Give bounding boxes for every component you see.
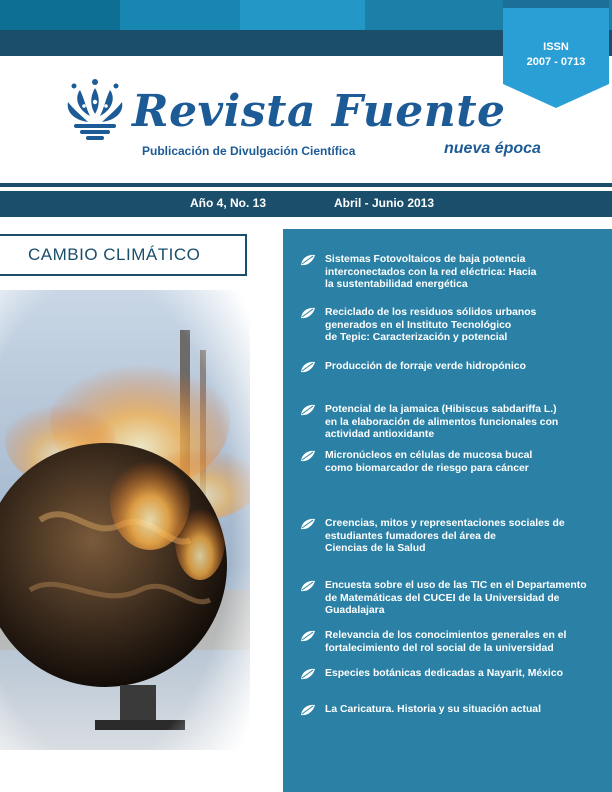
leaf-bullet-icon <box>300 403 316 417</box>
issn-number: 2007 - 0713 <box>526 56 586 68</box>
article-title: Relevancia de los conocimientos generales en el fortalecimiento del rol social de la universidad <box>325 630 567 654</box>
leaf-bullet-icon <box>300 360 316 374</box>
leaf-bullet-icon <box>300 306 316 320</box>
leaf-bullet-icon <box>300 667 316 681</box>
leaf-bullet-icon <box>300 703 316 717</box>
leaf-bullet-icon <box>300 629 316 643</box>
fountain-logo-icon <box>60 76 130 146</box>
magazine-title: Revista Fuente <box>132 86 506 137</box>
article-title: Micronúcleos en células de mucosa bucal como biomarcador de riesgo para cáncer <box>325 450 533 474</box>
magazine-subtitle: Publicación de Divulgación Científica <box>142 144 356 158</box>
issue-period: Abril - Junio 2013 <box>334 196 435 210</box>
cover-photo-burning-globe <box>0 290 250 750</box>
divider-line <box>0 183 612 187</box>
article-title: Sistemas Fotovoltaicos de baja potencia interconectados con la red eléctrica: Hacia la sustentabilidad energética <box>325 254 537 290</box>
article-title: Creencias, mitos y representaciones sociales de estudiantes fumadores del área de Ciencias de la Salud <box>325 518 565 554</box>
leaf-bullet-icon <box>300 253 316 267</box>
leaf-bullet-icon <box>300 449 316 463</box>
article-title: Reciclado de los residuos sólidos urbanos generados en el Instituto Tecnológico de Tepic: Caracterización y potencial <box>325 307 537 343</box>
leaf-bullet-icon <box>300 579 316 593</box>
article-title: La Caricatura. Historia y su situación actual <box>325 704 541 715</box>
article-title: Encuesta sobre el uso de las TIC en el Departamento de Matemáticas del CUCEI de la Universidad de Guadalajara <box>325 580 587 616</box>
issue-volume: Año 4, No. 13 <box>190 196 267 210</box>
issn-label: ISSN <box>543 41 569 53</box>
section-label: CAMBIO CLIMÁTICO <box>28 245 201 264</box>
issue-bar <box>0 191 612 217</box>
article-title: Potencial de la jamaica (Hibiscus sabdariffa L.) en la elaboración de alimentos funcionales con actividad antioxidante <box>325 404 559 440</box>
article-title: Producción de forraje verde hidropónico <box>325 361 526 372</box>
leaf-bullet-icon <box>300 517 316 531</box>
edition-label: nueva época <box>444 140 541 157</box>
article-title: Especies botánicas dedicadas a Nayarit, México <box>325 668 563 679</box>
section-label-box <box>0 234 247 276</box>
issn-ribbon <box>503 0 609 110</box>
